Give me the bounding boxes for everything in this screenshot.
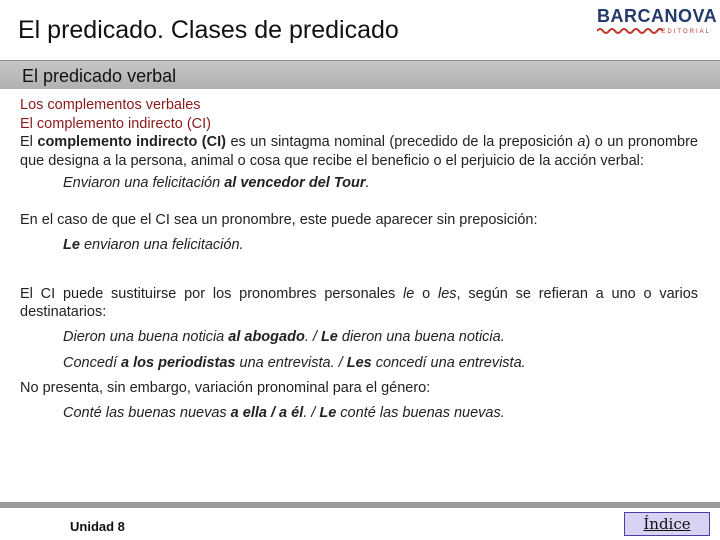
- logo-wordmark: BARCANOVA: [597, 6, 718, 26]
- pronoun-paragraph: En el caso de que el CI sea un pronombre, este puede aparecer sin preposición:: [20, 211, 538, 228]
- logo-wave-icon: [597, 27, 667, 35]
- content-body: [20, 96, 698, 423]
- example-5: Conté las buenas nuevas a ella / a él. / Le conté las buenas nuevas.: [63, 405, 505, 421]
- section-title: El predicado verbal: [22, 66, 177, 86]
- topic-heading: Los complementos verbales: [20, 97, 201, 113]
- definition-paragraph: El complemento indirecto (CI) es un sintagma nominal (precedido de la preposición a) o un pronombre que designa a la persona, animal o cosa que recibe el beneficio o el perjuicio de la acción verbal:: [20, 134, 698, 169]
- unit-label: Unidad 8: [70, 519, 125, 534]
- logo-subtitle: EDITORIAL: [661, 29, 711, 35]
- example-3: Dieron una buena noticia al abogado. / Le dieron una buena noticia.: [63, 328, 505, 345]
- section-band: [0, 60, 720, 89]
- gender-paragraph: No presenta, sin embargo, variación pronominal para el género:: [20, 379, 431, 396]
- barcanova-logo: [597, 6, 718, 38]
- example-2: Le enviaron una felicitación.: [63, 237, 244, 253]
- substitution-paragraph: El CI puede sustituirse por los pronombres personales le o les, según se refieran a uno o varios destinatarios:: [20, 285, 699, 320]
- example-1: Enviaron una felicitación al vencedor del Tour.: [63, 175, 370, 191]
- example-4: Concedí a los periodistas una entrevista. / Les concedí una entrevista.: [63, 355, 526, 371]
- index-button[interactable]: Índice: [624, 512, 710, 536]
- footer-divider: [0, 502, 720, 508]
- subtopic-heading: El complemento indirecto (CI): [20, 115, 211, 132]
- page-title: El predicado. Clases de predicado: [18, 16, 399, 44]
